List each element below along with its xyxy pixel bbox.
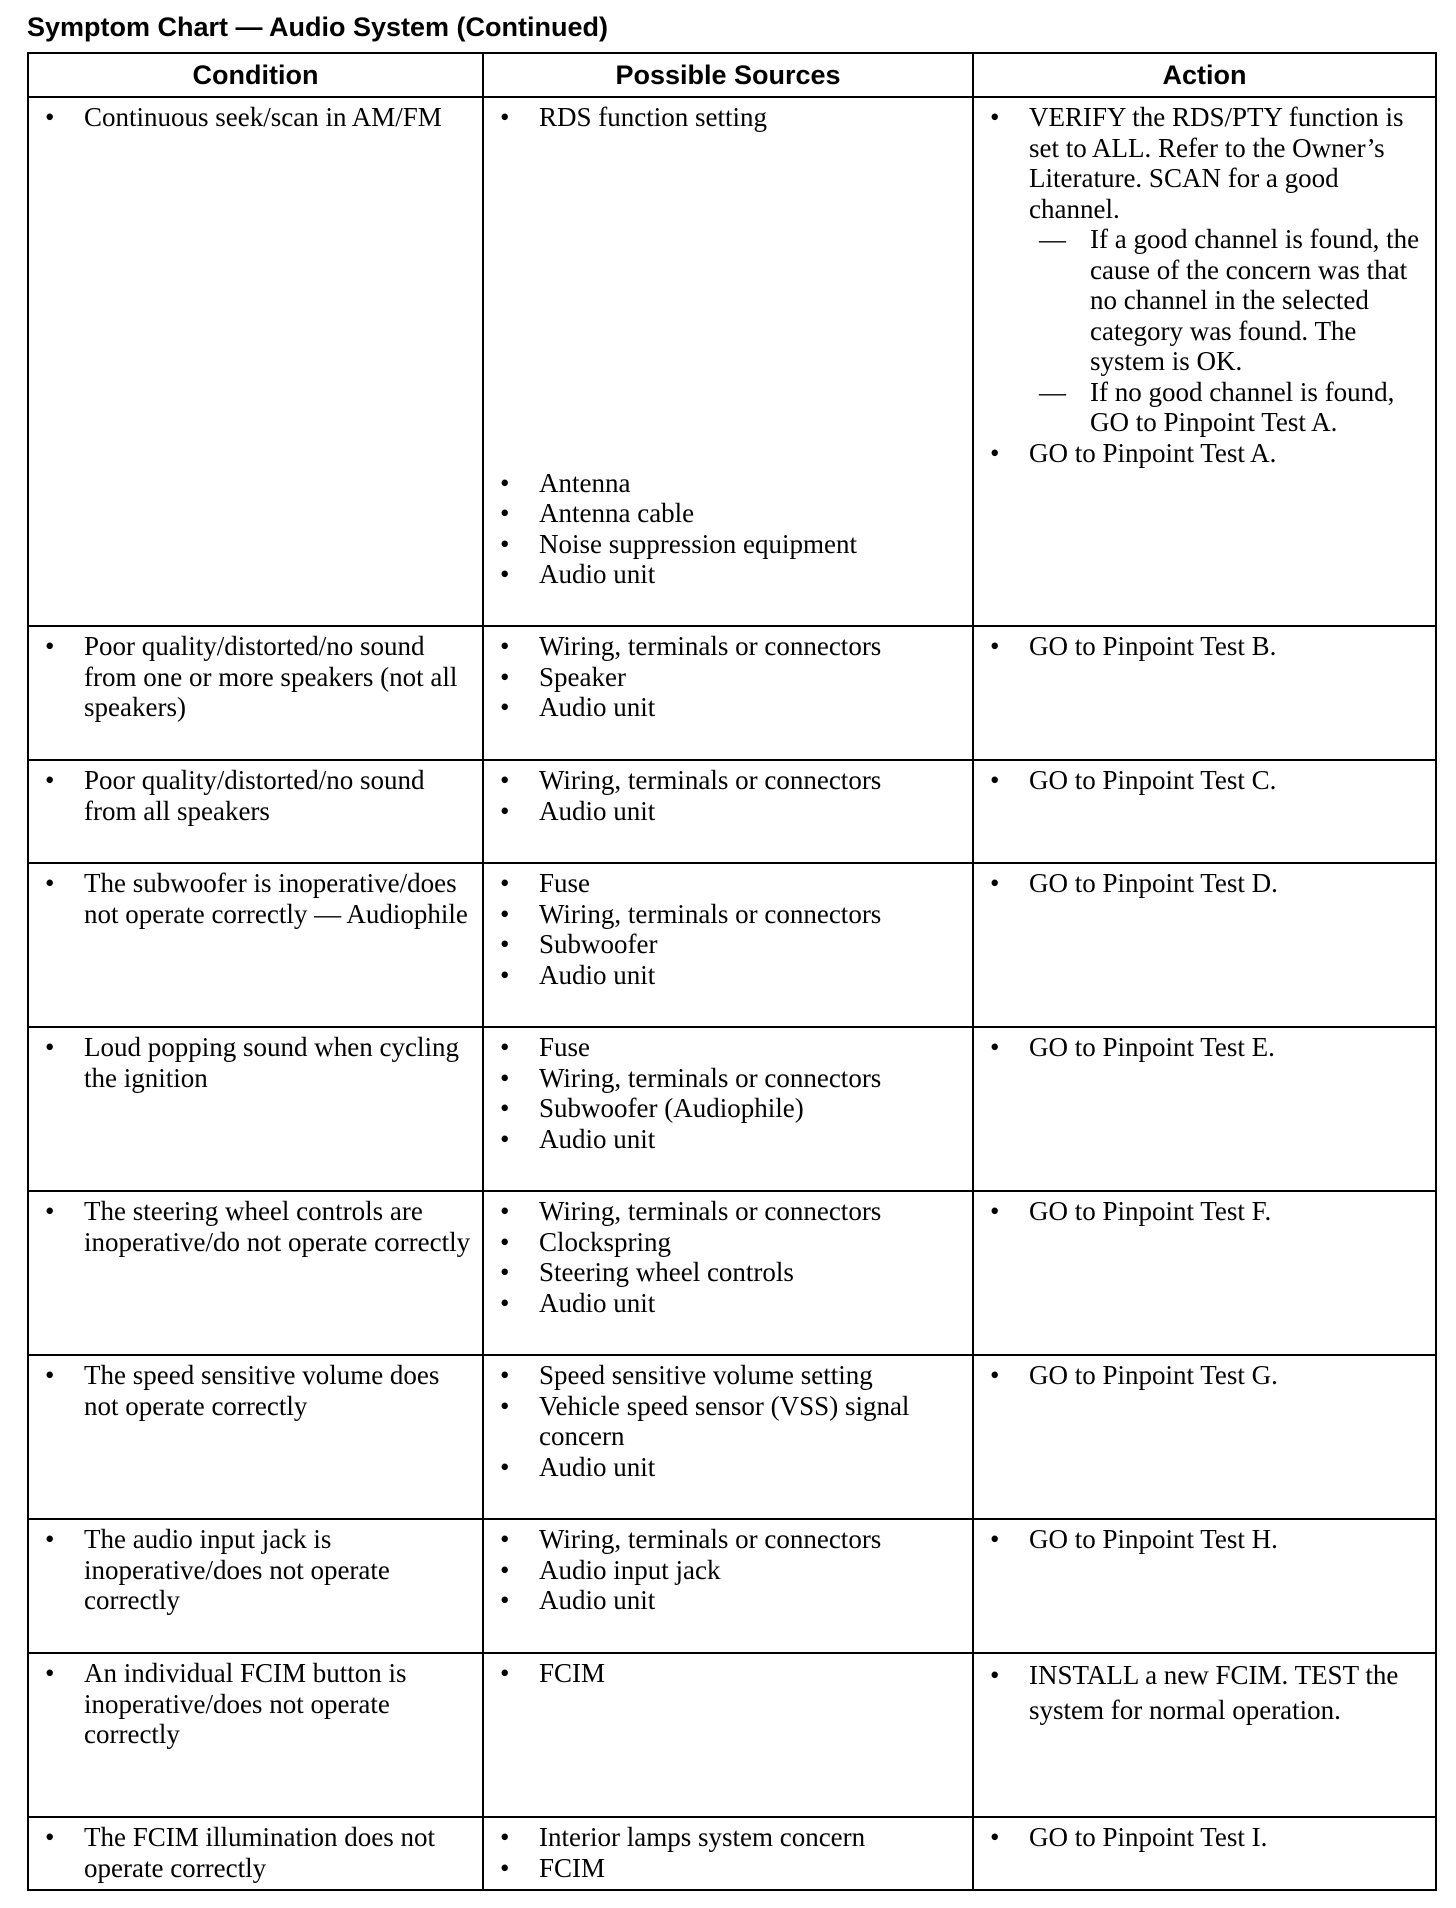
action-cell <box>973 626 1436 760</box>
condition-text: • Poor quality/distorted/no sound from one or more speakers (not all speakers) <box>39 631 472 723</box>
source-item: • Audio input jack <box>494 1555 962 1586</box>
action-cell <box>973 1817 1436 1890</box>
condition-text: • The FCIM illumination does not operate correctly <box>39 1822 472 1883</box>
sources-cell <box>483 626 973 760</box>
action-cell <box>973 1653 1436 1817</box>
source-item: • Speed sensitive volume setting <box>494 1360 962 1391</box>
sources-cell <box>483 97 973 626</box>
table-row <box>28 863 1436 1027</box>
source-item: • Speaker <box>494 662 962 693</box>
sub-action-text: — If no good channel is found, GO to Pinpoint Test A. <box>984 377 1425 438</box>
condition-cell <box>28 863 483 1027</box>
action-text: • GO to Pinpoint Test D. <box>984 868 1425 899</box>
action-text: • GO to Pinpoint Test H. <box>984 1524 1425 1555</box>
action-text: • INSTALL a new FCIM. TEST the system for normal operation. <box>984 1658 1425 1728</box>
action-text: • GO to Pinpoint Test F. <box>984 1196 1425 1227</box>
source-item: • Audio unit <box>494 796 962 827</box>
condition-text: • The speed sensitive volume does not operate correctly <box>39 1360 472 1421</box>
condition-text: • An individual FCIM button is inoperative/does not operate correctly <box>39 1658 472 1750</box>
action-cell <box>973 1519 1436 1653</box>
action-text: • GO to Pinpoint Test I. <box>984 1822 1425 1853</box>
source-item: • Wiring, terminals or connectors <box>494 899 962 930</box>
source-item: • Wiring, terminals or connectors <box>494 765 962 796</box>
source-item: • Audio unit <box>494 559 962 590</box>
source-item: • Interior lamps system concern <box>494 1822 962 1853</box>
condition-cell <box>28 97 483 626</box>
sources-cell <box>483 760 973 863</box>
sources-cell <box>483 1355 973 1519</box>
action-header: Action <box>973 53 1436 97</box>
sources-cell <box>483 1817 973 1890</box>
action-text: • GO to Pinpoint Test E. <box>984 1032 1425 1063</box>
source-item: • Wiring, terminals or connectors <box>494 1063 962 1094</box>
sources-cell <box>483 1653 973 1817</box>
source-item: • Subwoofer <box>494 929 962 960</box>
sources-cell <box>483 1027 973 1191</box>
source-item: • Clockspring <box>494 1227 962 1258</box>
source-item: • Wiring, terminals or connectors <box>494 1524 962 1555</box>
source-item: • Audio unit <box>494 692 962 723</box>
table-row <box>28 97 1436 626</box>
condition-header: Condition <box>28 53 483 97</box>
source-item: • Noise suppression equipment <box>494 529 962 560</box>
possible-sources-header: Possible Sources <box>483 53 973 97</box>
condition-cell <box>28 1519 483 1653</box>
action-text: • GO to Pinpoint Test G. <box>984 1360 1425 1391</box>
action-cell <box>973 760 1436 863</box>
table-row <box>28 1027 1436 1191</box>
table-row <box>28 1653 1436 1817</box>
sub-action-text: — If a good channel is found, the cause of the concern was that no channel in the selected category was found. The system is OK. <box>984 224 1425 377</box>
source-item: • Subwoofer (Audiophile) <box>494 1093 962 1124</box>
action-cell <box>973 97 1436 626</box>
condition-cell <box>28 1355 483 1519</box>
source-item: • Fuse <box>494 1032 962 1063</box>
source-item: • Fuse <box>494 868 962 899</box>
condition-text: • The subwoofer is inoperative/does not operate correctly — Audiophile <box>39 868 472 929</box>
action-text: • GO to Pinpoint Test B. <box>984 631 1425 662</box>
table-row <box>28 1817 1436 1890</box>
source-item: • Audio unit <box>494 1124 962 1155</box>
source-item: • Antenna cable <box>494 498 962 529</box>
source-item: • Audio unit <box>494 1288 962 1319</box>
table-row <box>28 1191 1436 1355</box>
source-item: • Antenna <box>494 468 962 499</box>
source-item: • FCIM <box>494 1853 962 1884</box>
source-item: • Wiring, terminals or connectors <box>494 1196 962 1227</box>
table-row <box>28 1519 1436 1653</box>
action-text: • GO to Pinpoint Test C. <box>984 765 1425 796</box>
condition-cell <box>28 760 483 863</box>
action-text: • VERIFY the RDS/PTY function is set to ALL. Refer to the Owner’s Literature. SCAN for a good channel. <box>984 102 1425 224</box>
sources-cell <box>483 1519 973 1653</box>
condition-text: • Continuous seek/scan in AM/FM <box>39 102 472 133</box>
sources-cell <box>483 1191 973 1355</box>
condition-cell <box>28 1027 483 1191</box>
source-item: • FCIM <box>494 1658 962 1689</box>
table-row <box>28 1355 1436 1519</box>
action-cell <box>973 1191 1436 1355</box>
table-row <box>28 626 1436 760</box>
condition-cell <box>28 1191 483 1355</box>
condition-cell <box>28 1653 483 1817</box>
condition-cell <box>28 1817 483 1890</box>
sources-cell <box>483 863 973 1027</box>
condition-text: • The audio input jack is inoperative/does not operate correctly <box>39 1524 472 1616</box>
condition-cell <box>28 626 483 760</box>
source-item: • Audio unit <box>494 1585 962 1616</box>
action-cell <box>973 1355 1436 1519</box>
source-item: • Audio unit <box>494 1452 962 1483</box>
action-text: • GO to Pinpoint Test A. <box>984 438 1425 469</box>
table-row <box>28 760 1436 863</box>
condition-text: • The steering wheel controls are inoperative/do not operate correctly <box>39 1196 472 1257</box>
source-item: • Audio unit <box>494 960 962 991</box>
action-cell <box>973 863 1436 1027</box>
source-item: • Wiring, terminals or connectors <box>494 631 962 662</box>
symptom-chart-table <box>27 52 1437 1891</box>
source-item: • RDS function setting <box>494 102 962 133</box>
condition-text: • Loud popping sound when cycling the ignition <box>39 1032 472 1093</box>
source-item: • Steering wheel controls <box>494 1257 962 1288</box>
page-title: Symptom Chart — Audio System (Continued) <box>27 12 609 42</box>
condition-text: • Poor quality/distorted/no sound from all speakers <box>39 765 472 826</box>
action-cell <box>973 1027 1436 1191</box>
table-header-row <box>28 53 1436 97</box>
source-item: • Vehicle speed sensor (VSS) signal concern <box>494 1391 962 1452</box>
